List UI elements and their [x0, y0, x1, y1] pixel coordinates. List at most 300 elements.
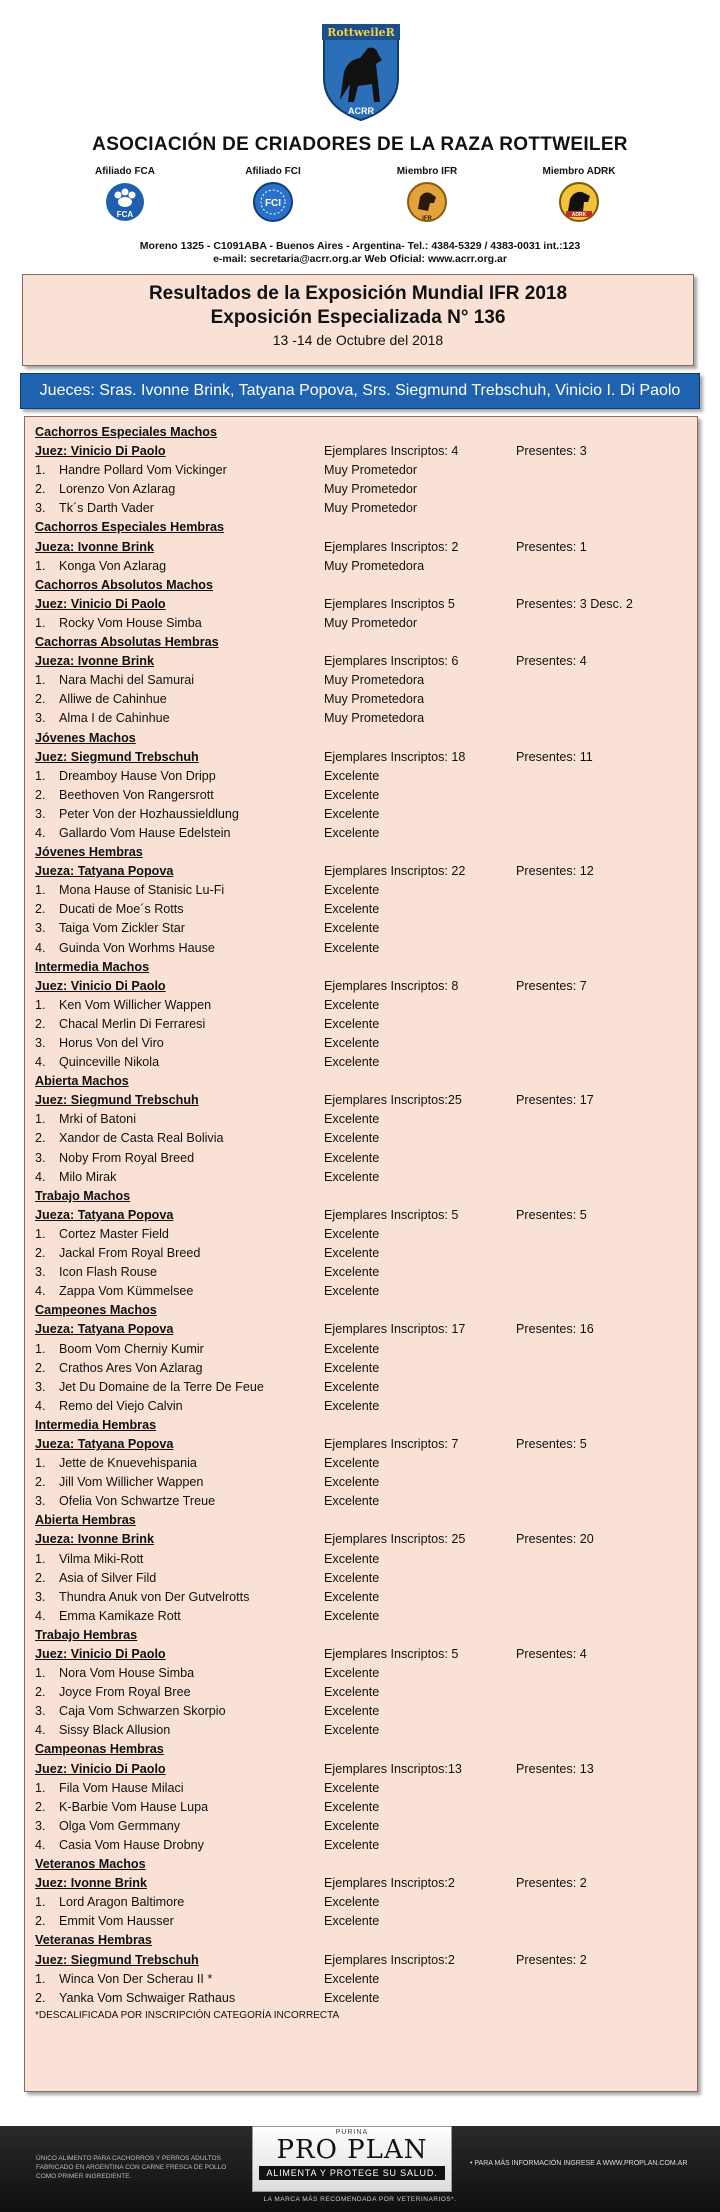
- judge-name: Jueza: Tatyana Popova: [35, 864, 174, 879]
- title-box: [22, 274, 694, 366]
- result-row: [35, 1225, 695, 1244]
- judge-name: Juez: Siegmund Trebschuh: [35, 1093, 199, 1108]
- result-rating: Excelente: [324, 787, 380, 802]
- result-position: 3.: [35, 1704, 46, 1719]
- result-position: 1.: [35, 768, 46, 783]
- result-rating: Excelente: [324, 825, 380, 840]
- result-rating: Excelente: [324, 940, 380, 955]
- result-row: [35, 1836, 695, 1855]
- class-name: Campeones Machos: [35, 1303, 157, 1318]
- inscribed-count: Ejemplares Inscriptos:2: [324, 1952, 455, 1967]
- present-count: Presentes: 11: [516, 749, 593, 764]
- class-name: Trabajo Hembras: [35, 1627, 138, 1642]
- dog-name: Gallardo Vom Hause Edelstein: [59, 825, 231, 840]
- inscribed-count: Ejemplares Inscriptos:25: [324, 1093, 462, 1108]
- result-rating: Excelente: [324, 1799, 380, 1814]
- judge-row: [35, 595, 695, 614]
- result-row: [35, 1454, 695, 1473]
- result-rating: Excelente: [324, 768, 380, 783]
- present-count: Presentes: 5: [516, 1207, 587, 1222]
- result-rating: Excelente: [324, 1551, 380, 1566]
- dog-name: Konga Von Azlarag: [59, 558, 167, 573]
- result-position: 4.: [35, 1169, 46, 1184]
- inscribed-count: Ejemplares Inscriptos: 5: [324, 1647, 459, 1661]
- footer-right-text: • PARA MÁS INFORMACIÓN INGRESE A WWW.PROPLAN.COM.AR: [470, 2160, 688, 2167]
- result-rating: Excelente: [324, 1589, 380, 1604]
- dog-name: Mona Hause of Stanisic Lu-Fi: [59, 883, 225, 898]
- dog-name: Nora Vom House Simba: [59, 1666, 195, 1681]
- result-position: 1.: [35, 673, 46, 688]
- class-name: Cachorros Absolutos Machos: [35, 577, 213, 592]
- class-heading-row: [35, 576, 695, 595]
- class-name: Cachorras Absolutas Hembras: [35, 635, 219, 650]
- result-row: [35, 1397, 695, 1416]
- svg-text:IFR: IFR: [422, 216, 432, 222]
- result-row: [35, 1970, 695, 1989]
- result-rating: Excelente: [324, 1036, 380, 1050]
- inscribed-count: Ejemplares Inscriptos: 18: [324, 749, 466, 764]
- result-position: 3.: [35, 1589, 46, 1604]
- result-position: 4.: [35, 825, 46, 840]
- class-name: Veteranos Machos: [35, 1857, 146, 1872]
- result-position: 2.: [35, 482, 46, 497]
- result-row: [35, 996, 695, 1015]
- result-rating: Excelente: [324, 1475, 380, 1490]
- result-row: [35, 690, 695, 709]
- result-position: 1.: [35, 997, 46, 1012]
- result-row: [35, 1168, 695, 1187]
- judge-name: Juez: Siegmund Trebschuh: [35, 1952, 199, 1967]
- affiliation-label: Afiliado FCA: [95, 166, 155, 177]
- result-position: 3.: [35, 1379, 46, 1394]
- class-heading-row: [35, 633, 695, 652]
- result-row: [35, 461, 695, 480]
- result-rating: Excelente: [324, 1990, 380, 2005]
- inscribed-count: Ejemplares Inscriptos: 17: [324, 1322, 466, 1337]
- class-heading-row: [35, 1416, 695, 1435]
- class-name: Intermedia Machos: [35, 959, 150, 974]
- result-rating: Excelente: [324, 1456, 380, 1471]
- judge-name: Juez: Vinicio Di Paolo: [35, 596, 166, 611]
- result-rating: Excelente: [324, 1341, 380, 1356]
- svg-text:FCI: FCI: [264, 198, 282, 209]
- result-row: [35, 1702, 695, 1721]
- result-position: 2.: [35, 787, 46, 802]
- class-name: Trabajo Machos: [35, 1188, 131, 1203]
- dog-name: Tk´s Darth Vader: [59, 501, 154, 516]
- result-row: [35, 1340, 695, 1359]
- dog-name: Rocky Vom House Simba: [59, 615, 202, 630]
- dog-name: Joyce From Royal Bree: [59, 1685, 191, 1700]
- inscribed-count: Ejemplares Inscriptos 5: [324, 596, 455, 611]
- dog-name: K-Barbie Vom Hause Lupa: [59, 1799, 209, 1814]
- result-position: 2.: [35, 1360, 46, 1375]
- dog-name: Crathos Ares Von Azlarag: [59, 1360, 203, 1375]
- dog-name: Caja Vom Schwarzen Skorpio: [59, 1704, 226, 1719]
- dog-name: Guinda Von Worhms Hause: [59, 940, 215, 955]
- result-row: [35, 1244, 695, 1263]
- result-rating: Excelente: [324, 1169, 380, 1184]
- result-position: 4.: [35, 1284, 46, 1299]
- judge-row: [35, 652, 695, 671]
- result-position: 1.: [35, 463, 46, 478]
- result-rating: Muy Prometedor: [324, 501, 418, 516]
- result-position: 1.: [35, 1780, 46, 1795]
- dog-name: Jackal From Royal Breed: [59, 1246, 201, 1261]
- title-line-1: Resultados de la Exposición Mundial IFR 2018: [148, 283, 568, 304]
- result-position: 3.: [35, 1036, 46, 1050]
- dog-name: Alma I de Cahinhue: [59, 711, 170, 726]
- result-rating: Excelente: [324, 1704, 380, 1719]
- result-row: [35, 671, 695, 690]
- dog-name: Ken Vom Willicher Wappen: [59, 997, 212, 1012]
- present-count: Presentes: 13: [516, 1761, 594, 1776]
- ifr-logo-icon: [406, 181, 448, 223]
- proplan-brand: PRO PLAN: [276, 2135, 428, 2165]
- address-line: Moreno 1325 - C1091ABA - Buenos Aires - Argentina- Tel.: 4384-5329 / 4383-0031 int.:123: [139, 240, 581, 252]
- class-heading-row: [35, 729, 695, 748]
- result-position: 3.: [35, 1818, 46, 1833]
- result-position: 4.: [35, 1608, 46, 1623]
- judges-banner: Jueces: Sras. Ivonne Brink, Tatyana Popova, Srs. Siegmund Trebschuh, Vinicio I. Di Paolo: [20, 373, 700, 409]
- result-rating: Muy Prometedora: [324, 673, 425, 688]
- logo-sub: ACRR: [348, 106, 374, 116]
- result-position: 2.: [35, 1246, 46, 1261]
- svg-text:FCA: FCA: [116, 210, 134, 219]
- result-rating: Excelente: [324, 883, 380, 898]
- results-list: [35, 423, 695, 2024]
- result-rating: Excelente: [324, 1398, 380, 1413]
- dog-name: Peter Von der Hozhaussieldlung: [59, 806, 239, 821]
- judge-row: [35, 1874, 695, 1893]
- result-position: 4.: [35, 1055, 46, 1070]
- class-heading-row: [35, 1187, 695, 1206]
- result-rating: Excelente: [324, 1494, 380, 1509]
- result-position: 3.: [35, 1494, 46, 1509]
- contact-line: e-mail: secretaria@acrr.org.ar Web Oficial: www.acrr.org.ar: [213, 253, 507, 265]
- inscribed-count: Ejemplares Inscriptos: 22: [324, 864, 466, 879]
- class-heading-row: [35, 1072, 695, 1091]
- svg-text:ADRK: ADRK: [571, 212, 587, 218]
- judge-name: Juez: Vinicio Di Paolo: [35, 1647, 166, 1661]
- dog-name: Cortez Master Field: [59, 1226, 169, 1241]
- result-rating: Excelente: [324, 1914, 380, 1929]
- inscribed-count: Ejemplares Inscriptos:2: [324, 1876, 455, 1891]
- judge-name: Juez: Siegmund Trebschuh: [35, 749, 199, 764]
- present-count: Presentes: 2: [516, 1876, 587, 1891]
- present-count: Presentes: 3 Desc. 2: [516, 596, 633, 611]
- result-rating: Excelente: [324, 1246, 380, 1261]
- result-rating: Excelente: [324, 1112, 380, 1127]
- result-rating: Excelente: [324, 1150, 380, 1165]
- result-rating: Excelente: [324, 1895, 380, 1910]
- result-rating: Excelente: [324, 1055, 380, 1070]
- result-row: [35, 1110, 695, 1129]
- dog-name: Milo Mirak: [59, 1169, 117, 1184]
- result-position: 4.: [35, 1398, 46, 1413]
- inscribed-count: Ejemplares Inscriptos: 2: [324, 539, 459, 554]
- judge-name: Juez: Ivonne Brink: [35, 1876, 147, 1891]
- result-position: 1.: [35, 1226, 46, 1241]
- dog-name: Winca Von Der Scherau II *: [59, 1971, 213, 1986]
- result-position: 1.: [35, 1456, 46, 1471]
- dog-name: Beethoven Von Rangersrott: [59, 787, 214, 802]
- dog-name: Zappa Vom Kümmelsee: [59, 1284, 194, 1299]
- result-row: [35, 1779, 695, 1798]
- result-row: [35, 881, 695, 900]
- result-rating: Excelente: [324, 1723, 380, 1738]
- result-rating: Muy Prometedor: [324, 615, 418, 630]
- result-rating: Excelente: [324, 1379, 380, 1394]
- dog-name: Taiga Vom Zickler Star: [59, 921, 185, 936]
- result-rating: Muy Prometedora: [324, 711, 425, 726]
- adrk-logo-icon: [558, 181, 600, 223]
- result-row: [35, 824, 695, 843]
- result-position: 2.: [35, 1799, 46, 1814]
- dog-name: Jill Vom Willicher Wappen: [59, 1475, 204, 1490]
- result-position: 2.: [35, 1475, 46, 1490]
- present-count: Presentes: 20: [516, 1532, 594, 1547]
- result-rating: Excelente: [324, 1837, 380, 1852]
- proplan-logo: [252, 2126, 452, 2192]
- purina-label: PURINA: [335, 2129, 369, 2136]
- result-position: 3.: [35, 711, 46, 726]
- result-row: [35, 1129, 695, 1148]
- result-row: [35, 1893, 695, 1912]
- org-name: ASOCIACIÓN DE CRIADORES DE LA RAZA ROTTWEILER: [92, 134, 628, 155]
- proplan-slogan: ALIMENTA Y PROTEGE SU SALUD.: [259, 2166, 445, 2180]
- class-heading-row: [35, 1855, 695, 1874]
- result-rating: Excelente: [324, 1265, 380, 1280]
- result-position: 2.: [35, 1914, 46, 1929]
- result-rating: Excelente: [324, 902, 380, 917]
- dog-name: Vilma Miki-Rott: [59, 1551, 144, 1566]
- result-rating: Excelente: [324, 1685, 380, 1700]
- result-row: [35, 614, 695, 633]
- dog-name: Handre Pollard Vom Vickinger: [59, 463, 227, 478]
- class-heading-row: [35, 1740, 695, 1759]
- dog-name: Nara Machi del Samurai: [59, 673, 195, 688]
- result-position: 4.: [35, 940, 46, 955]
- result-position: 3.: [35, 1150, 46, 1165]
- class-name: Campeonas Hembras: [35, 1742, 164, 1757]
- judge-row: [35, 1320, 695, 1339]
- class-heading-row: [35, 958, 695, 977]
- dog-name: Emmit Vom Hausser: [59, 1914, 174, 1929]
- affiliation-fca: [70, 166, 180, 223]
- dog-name: Ducati de Moe´s Rotts: [59, 902, 184, 917]
- result-row: [35, 1015, 695, 1034]
- result-row: [35, 939, 695, 958]
- title-line-2: Exposición Especializada N° 136: [210, 307, 506, 328]
- result-rating: Excelente: [324, 1016, 380, 1031]
- result-row: [35, 1683, 695, 1702]
- header: [0, 0, 720, 270]
- judge-row: [35, 748, 695, 767]
- result-position: 2.: [35, 1990, 46, 2005]
- result-position: 1.: [35, 1666, 46, 1681]
- result-row: [35, 767, 695, 786]
- fca-logo-icon: [104, 181, 146, 223]
- result-rating: Excelente: [324, 1780, 380, 1795]
- result-row: [35, 1569, 695, 1588]
- present-count: Presentes: 17: [516, 1093, 594, 1108]
- result-position: 1.: [35, 615, 46, 630]
- judge-name: Juez: Vinicio Di Paolo: [35, 444, 166, 459]
- footer-bottom-text: LA MARCA MÁS RECOMENDADA POR VETERINARIOS*.: [263, 2196, 457, 2203]
- result-position: 2.: [35, 1685, 46, 1700]
- dog-name: Lord Aragon Baltimore: [59, 1895, 185, 1910]
- result-row: [35, 1359, 695, 1378]
- judge-name: Jueza: Ivonne Brink: [35, 539, 154, 554]
- result-rating: Excelente: [324, 1570, 380, 1585]
- result-rating: Excelente: [324, 997, 380, 1012]
- dog-name: Mrki of Batoni: [59, 1112, 136, 1127]
- dog-name: Yanka Vom Schwaiger Rathaus: [59, 1990, 236, 2005]
- judge-row: [35, 442, 695, 461]
- class-name: Cachorros Especiales Machos: [35, 425, 217, 439]
- judge-row: [35, 1951, 695, 1970]
- footnote: *DESCALIFICADA POR INSCRIPCIÓN CATEGORÍA INCORRECTA: [35, 2009, 340, 2021]
- result-position: 3.: [35, 1265, 46, 1280]
- result-rating: Excelente: [324, 1226, 380, 1241]
- logo-text: RottweileR: [327, 26, 395, 39]
- class-name: Abierta Machos: [35, 1074, 129, 1089]
- class-heading-row: [35, 423, 695, 442]
- inscribed-count: Ejemplares Inscriptos: 4: [324, 444, 459, 459]
- class-heading-row: [35, 1626, 695, 1645]
- judge-name: Jueza: Ivonne Brink: [35, 1532, 154, 1547]
- result-row: [35, 1912, 695, 1931]
- result-row: [35, 900, 695, 919]
- affiliation-label: Miembro IFR: [396, 166, 458, 177]
- result-rating: Excelente: [324, 1971, 380, 1986]
- result-rating: Muy Prometedora: [324, 692, 425, 707]
- dog-name: Thundra Anuk von Der Gutvelrotts: [59, 1589, 250, 1604]
- result-row: [35, 709, 695, 728]
- result-row: [35, 1378, 695, 1397]
- result-row: [35, 1607, 695, 1626]
- dog-name: Sissy Black Allusion: [59, 1723, 171, 1738]
- result-row: [35, 1473, 695, 1492]
- judge-row: [35, 1760, 695, 1779]
- dog-name: Alliwe de Cahinhue: [59, 692, 167, 707]
- result-row: [35, 499, 695, 518]
- class-heading-row: [35, 1301, 695, 1320]
- result-row: [35, 1282, 695, 1301]
- present-count: Presentes: 4: [516, 654, 587, 669]
- result-position: 3.: [35, 501, 46, 516]
- class-name: Jóvenes Machos: [35, 730, 136, 745]
- class-heading-row: [35, 1931, 695, 1950]
- result-position: 1.: [35, 1895, 46, 1910]
- result-row: [35, 480, 695, 499]
- dog-name: Chacal Merlin Di Ferraresi: [59, 1016, 206, 1031]
- result-row: [35, 1492, 695, 1511]
- class-name: Intermedia Hembras: [35, 1417, 157, 1432]
- fci-logo-icon: [252, 181, 294, 223]
- result-position: 3.: [35, 921, 46, 936]
- result-rating: Excelente: [324, 1666, 380, 1681]
- dog-name: Horus Von del Viro: [59, 1036, 164, 1050]
- result-row: [35, 1550, 695, 1569]
- dog-name: Fila Vom Hause Milaci: [59, 1780, 184, 1795]
- result-position: 1.: [35, 558, 46, 573]
- result-row: [35, 1664, 695, 1683]
- class-heading-row: [35, 518, 695, 537]
- judge-name: Juez: Vinicio Di Paolo: [35, 978, 166, 993]
- result-row: [35, 1149, 695, 1168]
- present-count: Presentes: 12: [516, 864, 594, 879]
- result-position: 2.: [35, 902, 46, 917]
- dog-name: Icon Flash Rouse: [59, 1265, 158, 1280]
- present-count: Presentes: 1: [516, 539, 587, 554]
- result-position: 4.: [35, 1723, 46, 1738]
- result-rating: Excelente: [324, 921, 380, 936]
- result-position: 1.: [35, 1112, 46, 1127]
- result-row: [35, 1817, 695, 1836]
- result-row: [35, 1989, 695, 2008]
- dog-name: Asia of Silver Fild: [59, 1570, 157, 1585]
- class-name: Jóvenes Hembras: [35, 845, 143, 860]
- result-row: [35, 1053, 695, 1072]
- judge-name: Jueza: Tatyana Popova: [35, 1207, 174, 1222]
- footer-left-text: ÚNICO ALIMENTO PARA CACHORROS Y PERROS ADULTOS FABRICADO EN ARGENTINA CON CARNE FRESCA DE POLLO COMO PRIMER INGREDIENTE.: [36, 2155, 227, 2180]
- result-rating: Muy Prometedora: [324, 558, 425, 573]
- result-position: 2.: [35, 1131, 46, 1146]
- result-rating: Excelente: [324, 1360, 380, 1375]
- result-row: [35, 1798, 695, 1817]
- judge-name: Juez: Vinicio Di Paolo: [35, 1761, 166, 1776]
- result-position: 3.: [35, 806, 46, 821]
- result-position: 2.: [35, 1016, 46, 1031]
- dog-name: Ofelia Von Schwartze Treue: [59, 1494, 216, 1509]
- judge-row: [35, 1530, 695, 1549]
- results-panel: [24, 416, 698, 2092]
- dog-name: Emma Kamikaze Rott: [59, 1608, 181, 1623]
- inscribed-count: Ejemplares Inscriptos: 7: [324, 1436, 459, 1451]
- inscribed-count: Ejemplares Inscriptos: 25: [324, 1532, 466, 1547]
- address-block: [0, 240, 720, 266]
- result-rating: Excelente: [324, 1284, 380, 1299]
- present-count: Presentes: 16: [516, 1322, 594, 1337]
- acrr-rottweiler-logo-icon: [318, 22, 404, 122]
- judge-row: [35, 862, 695, 881]
- judge-name: Jueza: Tatyana Popova: [35, 1436, 174, 1451]
- inscribed-count: Ejemplares Inscriptos: 5: [324, 1207, 459, 1222]
- result-position: 4.: [35, 1837, 46, 1852]
- dog-name: Lorenzo Von Azlarag: [59, 482, 176, 497]
- judge-row: [35, 1645, 695, 1664]
- affiliation-label: Afiliado FCI: [245, 166, 301, 177]
- present-count: Presentes: 4: [516, 1647, 587, 1661]
- result-position: 1.: [35, 1341, 46, 1356]
- result-position: 1.: [35, 883, 46, 898]
- title-dates: 13 -14 de Octubre del 2018: [272, 332, 444, 348]
- result-row: [35, 1263, 695, 1282]
- class-heading-row: [35, 1511, 695, 1530]
- result-row: [35, 1034, 695, 1053]
- inscribed-count: Ejemplares Inscriptos: 6: [324, 654, 459, 669]
- judge-name: Jueza: Tatyana Popova: [35, 1322, 174, 1337]
- judge-row: [35, 1435, 695, 1454]
- judge-row: [35, 538, 695, 557]
- dog-name: Boom Vom Cherniy Kumir: [59, 1341, 204, 1356]
- class-name: Cachorros Especiales Hembras: [35, 520, 224, 535]
- inscribed-count: Ejemplares Inscriptos: 8: [324, 978, 459, 993]
- judge-row: [35, 1206, 695, 1225]
- dog-name: Noby From Royal Breed: [59, 1150, 195, 1165]
